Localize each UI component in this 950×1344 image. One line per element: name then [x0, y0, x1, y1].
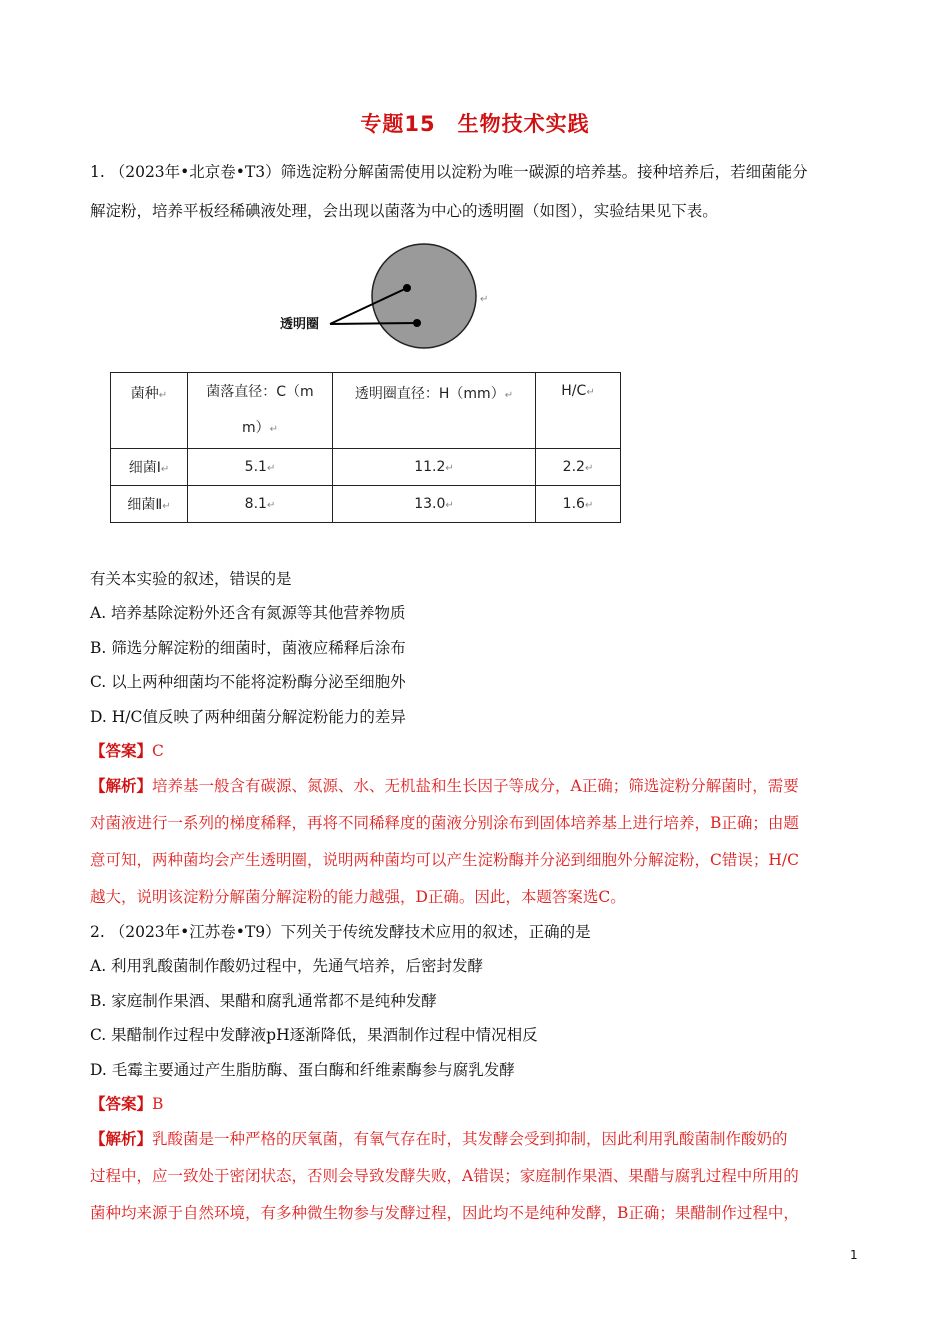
cell-ratio: 1.6↵	[536, 486, 621, 523]
header-ratio: H/C↵	[536, 373, 621, 449]
header-halo-diameter: 透明圈直径：H（mm）↵	[333, 373, 536, 449]
q2-stem: 2. （2023年•江苏卷•T9）下列关于传统发酵技术应用的叙述，正确的是	[90, 923, 591, 941]
table-row	[111, 449, 621, 486]
figure-label: 透明圈	[280, 317, 320, 332]
header-colony-diameter: 菌落直径：C（m m）↵	[188, 373, 333, 449]
cell-colony: 8.1↵	[188, 486, 333, 523]
q2-option-a: A. 利用乳酸菌制作酸奶过程中，先通气培养，后密封发酵	[90, 957, 484, 975]
q1-analysis-line3: 意可知，两种菌均会产生透明圈，说明两种菌均可以产生淀粉酶并分泌到细胞外分解淀粉，C错误；H/C	[90, 851, 799, 869]
q2-analysis-line1: 【解析】乳酸菌是一种严格的厌氧菌，有氧气存在时，其发酵会受到抑制，因此利用乳酸菌制作酸奶的	[90, 1129, 788, 1148]
q1-stem-line2: 解淀粉，培养平板经稀碘液处理，会出现以菌落为中心的透明圈（如图），实验结果见下表。	[90, 202, 718, 220]
table-row	[111, 486, 621, 523]
petri-dish-figure	[270, 240, 500, 360]
header-strain: 菌种↵	[111, 373, 188, 449]
cell-ratio: 2.2↵	[536, 449, 621, 486]
page-number: 1	[850, 1248, 858, 1262]
results-table	[110, 372, 621, 523]
cell-strain: 细菌Ⅰ↵	[111, 449, 188, 486]
q2-option-d: D. 毛霉主要通过产生脂肪酶、蛋白酶和纤维素酶参与腐乳发酵	[90, 1061, 515, 1079]
q2-analysis-line2: 过程中，应一致处于密闭状态，否则会导致发酵失败，A错误；家庭制作果酒、果醋与腐乳过程中所用的	[90, 1167, 799, 1185]
q1-option-d: D. H/C值反映了两种细菌分解淀粉能力的差异	[90, 708, 406, 726]
q1-option-a: A. 培养基除淀粉外还含有氮源等其他营养物质	[90, 604, 406, 622]
cell-halo: 11.2↵	[333, 449, 536, 486]
return-mark: ↵	[480, 294, 489, 305]
pointer-line-2	[330, 323, 417, 324]
q1-prompt: 有关本实验的叙述，错误的是	[90, 570, 292, 588]
q2-answer: 【答案】B	[90, 1094, 164, 1113]
q1-analysis-line1: 【解析】培养基一般含有碳源、氮源、水、无机盐和生长因子等成分，A正确；筛选淀粉分解菌时，需要	[90, 776, 799, 795]
q2-option-c: C. 果醋制作过程中发酵液pH逐渐降低，果酒制作过程中情况相反	[90, 1026, 538, 1044]
q1-answer: 【答案】C	[90, 741, 164, 760]
q1-analysis-line4: 越大，说明该淀粉分解菌分解淀粉的能力越强，D正确。因此，本题答案选C。	[90, 888, 626, 906]
q2-option-b: B. 家庭制作果酒、果醋和腐乳通常都不是纯种发酵	[90, 992, 437, 1010]
page-title: 专题15 生物技术实践	[360, 112, 590, 136]
q1-stem-line1: 1. （2023年•北京卷•T3）筛选淀粉分解菌需使用以淀粉为唯一碳源的培养基。接种培养后，若细菌能分	[90, 163, 808, 181]
q2-analysis-line3: 菌种均来源于自然环境，有多种微生物参与发酵过程，因此均不是纯种发酵，B正确；果醋制作过程中，	[90, 1204, 799, 1222]
cell-strain: 细菌Ⅱ↵	[111, 486, 188, 523]
q1-analysis-line2: 对菌液进行一系列的梯度稀释，再将不同稀释度的菌液分别涂布到固体培养基上进行培养，B正确；由题	[90, 814, 799, 832]
q1-option-b: B. 筛选分解淀粉的细菌时，菌液应稀释后涂布	[90, 639, 406, 657]
q1-option-c: C. 以上两种细菌均不能将淀粉酶分泌至细胞外	[90, 673, 406, 691]
cell-colony: 5.1↵	[188, 449, 333, 486]
cell-halo: 13.0↵	[333, 486, 536, 523]
table-header-row	[111, 373, 621, 449]
